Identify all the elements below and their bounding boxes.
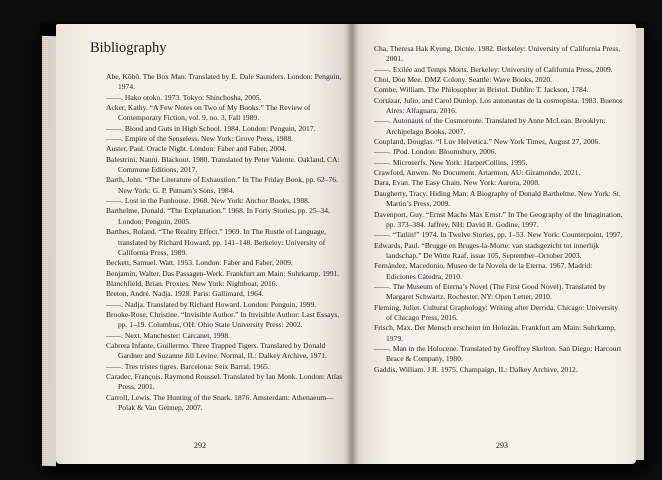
entry-text: Benjamin, Walter. Das Passagen-Werk. Frankfurt am Main: Suhrkamp, 1991. [106,268,340,278]
bibliography-entry [106,144,346,154]
entry-text: Davenport, Guy. “Ernst Machs Max Ernst.” In The Geography of the Imagination, pp. 373–384. Jaffrey, NH: David R. Godine, 1997. [374,209,625,229]
entry-text: Cabrera Infante, Guillermo. Three Trapped Tigers. Translated by Donald Gardner and Suzanne Jill Levine. Normal, IL: Dalkey Archive, 1971. [106,340,328,361]
bibliography-entry [374,65,624,75]
bibliography-entry [374,230,624,240]
entry-text: ——. Microserfs. New York: HarperCollins, 1995. [374,157,528,167]
entry-text: Gaddis, William. J R. 1975. Champaign, IL: Dalkey Archive, 2012. [374,364,578,374]
book-gutter [346,24,358,464]
bibliography-entry [106,393,346,414]
entry-text: Dara, Evan. The Easy Chain. New York: Aurora, 2008. [374,178,540,188]
bibliography-entry [374,44,624,65]
entry-text: Choi, Don Mee. DMZ Colony. Seattle: Wave Books, 2020. [374,75,552,85]
bibliography-entry [106,310,346,331]
bibliography-heading: Bibliography [90,40,167,56]
entry-text: Barth, John. “The Literature of Exhaustion.” In The Friday Book, pp. 62–76. New York: G. P. Putnam’s Sons, 1984. [106,175,340,195]
page-number-right: 293 [496,441,508,450]
bibliography-entry [374,168,624,178]
bibliography-entry [374,303,624,324]
bibliography-entry [106,206,346,227]
entry-text: Acker, Kathy. “A Few Notes on Two of My Books.” The Review of Contemporary Fiction, vol. 9, no. 3, Fall 1989. [106,103,313,123]
entry-text: Caradec, François. Raymond Roussel. Translated by Ian Monk. London: Atlas Press, 2001. [106,371,345,392]
entry-text: ——. Hako otoko. 1973. Tokyo: Shinchosha, 2005. [106,92,262,102]
bibliography-entry [106,175,346,196]
bibliography-entry [374,282,624,303]
bibliography-entry [106,300,346,310]
entry-text: ——. Exilée and Temps Morts. Berkeley: University of California Press, 2009. [374,64,613,74]
bibliography-entry [374,158,624,168]
entry-text: ——. Autonauts of the Cosmoroute. Translated by Anne McLean. Brooklyn: Archipelago Books, 2007. [374,116,607,136]
bibliography-entry [106,362,346,372]
entry-text: Fernández, Macedonio. Museo de la Novela de la Eterna. 1967. Madrid: Ediciones Cátedra, 2010. [374,261,595,281]
bibliography-entry [106,341,346,362]
entry-text: ——. Next. Manchester: Carcanet, 1998. [106,330,231,340]
entry-text: ——. JPod. London: Bloomsbury, 2006. [374,147,497,157]
entry-text: ——. Nadja. Translated by Richard Howard. London: Penguin, 1999. [106,299,317,309]
bibliography-entry [106,279,346,289]
bibliography-entry [374,147,624,157]
entry-text: Frisch, Max. Der Mensch erscheint im Holozän. Frankfurt am Main: Suhrkamp, 1979. [374,323,618,343]
entry-text: Blanchfield, Brian. Proxies. New York: Nightboat, 2016. [106,278,278,288]
bibliography-entry [374,178,624,188]
bibliography-entry [106,124,346,134]
left-page [56,24,352,464]
entry-text: Barthelme, Donald. “The Explanation.” 1968. In Forty Stories, pp. 25–34. London: Penguin, 2005. [106,206,332,226]
entry-text: Combe, William. The Philosopher in Bristol. Dublin: T. Jackson, 1784. [374,85,589,95]
entry-text: ——. Lost in the Funhouse. 1968. New York: Anchor Books, 1988. [106,196,310,206]
entry-text: ——. Tres tristes tigres. Barcelona: Seix Barral, 1965. [106,361,270,371]
bibliography-entry [106,72,346,93]
entry-text: Cortázar, Julio, and Carol Dunlop. Los autonautas de la cosmopista. 1983. Buenos Aires: Alfaguara, 2016. [374,95,625,116]
entry-text: Carroll, Lewis. The Hunting of the Snark. 1876. Amsterdam: Athenaeum—Polak & Van Gennep, 2007. [106,392,334,412]
bibliography-entry [374,261,624,282]
left-entry-list [106,72,346,413]
bibliography-entry [374,96,624,117]
entry-text: ——. Blood and Guts in High School. 1984. London: Penguin, 2017. [106,123,316,133]
entry-text: Breton, André. Nadja. 1928. Paris: Gallimard, 1964. [106,289,264,299]
bibliography-entry [374,241,624,262]
bibliography-entry [106,196,346,206]
page-number-left: 292 [194,441,206,450]
bibliography-entry [374,323,624,344]
entry-text: Crawford, Anwen. No Document. Artarmon, AU: Giramondo, 2021. [374,168,581,178]
entry-text: Cha, Theresa Hak Kyung. Dictée. 1982. Berkeley: University of California Press, 2001. [374,44,623,64]
bibliography-entry [374,75,624,85]
bibliography-entry [374,344,624,365]
bibliography-entry [374,189,624,210]
bibliography-entry [374,137,624,147]
bibliography-entry [374,85,624,95]
page-edges-left [42,36,56,466]
entry-text: Brooke-Rose, Christine. “Invisible Author.” In Invisible Author: Last Essays, pp. 1–19. Columbus, OH: Ohio State University Press: 2002. [106,309,341,330]
bibliography-entry [374,365,624,375]
bibliography-entry [106,331,346,341]
bibliography-entry [106,258,346,268]
bibliography-entry [106,134,346,144]
entry-text: Barthes, Roland. “The Reality Effect.” 1969. In The Rustle of Language, translated by Richard Howard, pp. 141–148. Berkeley: University of California Press, 1989. [106,227,328,257]
entry-text: Balestrini, Nanni. Blackout. 1980. Translated by Peter Valente. Oakland, CA: Commune Editions, 2017. [106,154,342,175]
entry-text: ——. Man in the Holocene. Translated by Geoffrey Skelton. San Diego: Harcourt Brace & Company, 1980. [374,343,624,364]
entry-text: Coupland, Douglas. “I Luv Helvetica.” New York Times, August 27, 2006. [374,137,601,147]
bibliography-entry [106,227,346,258]
bibliography-entry [106,289,346,299]
entry-text: Daugherty, Tracy. Hiding Man: A Biography of Donald Barthelme. New York: St. Martin’s Press, 2009. [374,188,623,209]
entry-text: ——. The Museum of Eterna’s Novel (The First Good Novel). Translated by Margaret Schwartz. Rochester, NY: Open Letter, 2010. [374,281,608,302]
bibliography-entry [106,93,346,103]
entry-text: Beckett, Samuel. Watt. 1953. London: Faber and Faber, 2009. [106,258,293,268]
right-page [352,24,636,464]
bibliography-entry [106,269,346,279]
bibliography-entry [106,155,346,176]
bibliography-entry [106,372,346,393]
entry-text: ——. “Tatlin!” 1974. In Twelve Stories, pp. 1–53. New York: Counterpoint, 1997. [374,230,623,240]
entry-text: Abe, Kōbō. The Box Man. Translated by E. Dale Saunders. London: Penguin, 1974. [106,72,344,92]
bibliography-entry [374,116,624,137]
entry-text: Edwards, Paul. “Brugge en Bruges-la-Morte: van stadsgezicht tot innerlijk landschap.” De Witte Raaf, issue 105, September–October 2003. [374,240,601,260]
bibliography-entry [374,210,624,231]
entry-text: Auster, Paul. Oracle Night. London: Faber and Faber, 2004. [106,144,287,154]
bibliography-entry [106,103,346,124]
right-entry-list [374,44,624,375]
entry-text: Fleming, Juliet. Cultural Graphology: Writing after Derrida. Chicago: University of Chicago Press, 2016. [374,302,621,322]
entry-text: ——. Empire of the Senseless. New York: Grove Press, 1988. [106,134,293,144]
